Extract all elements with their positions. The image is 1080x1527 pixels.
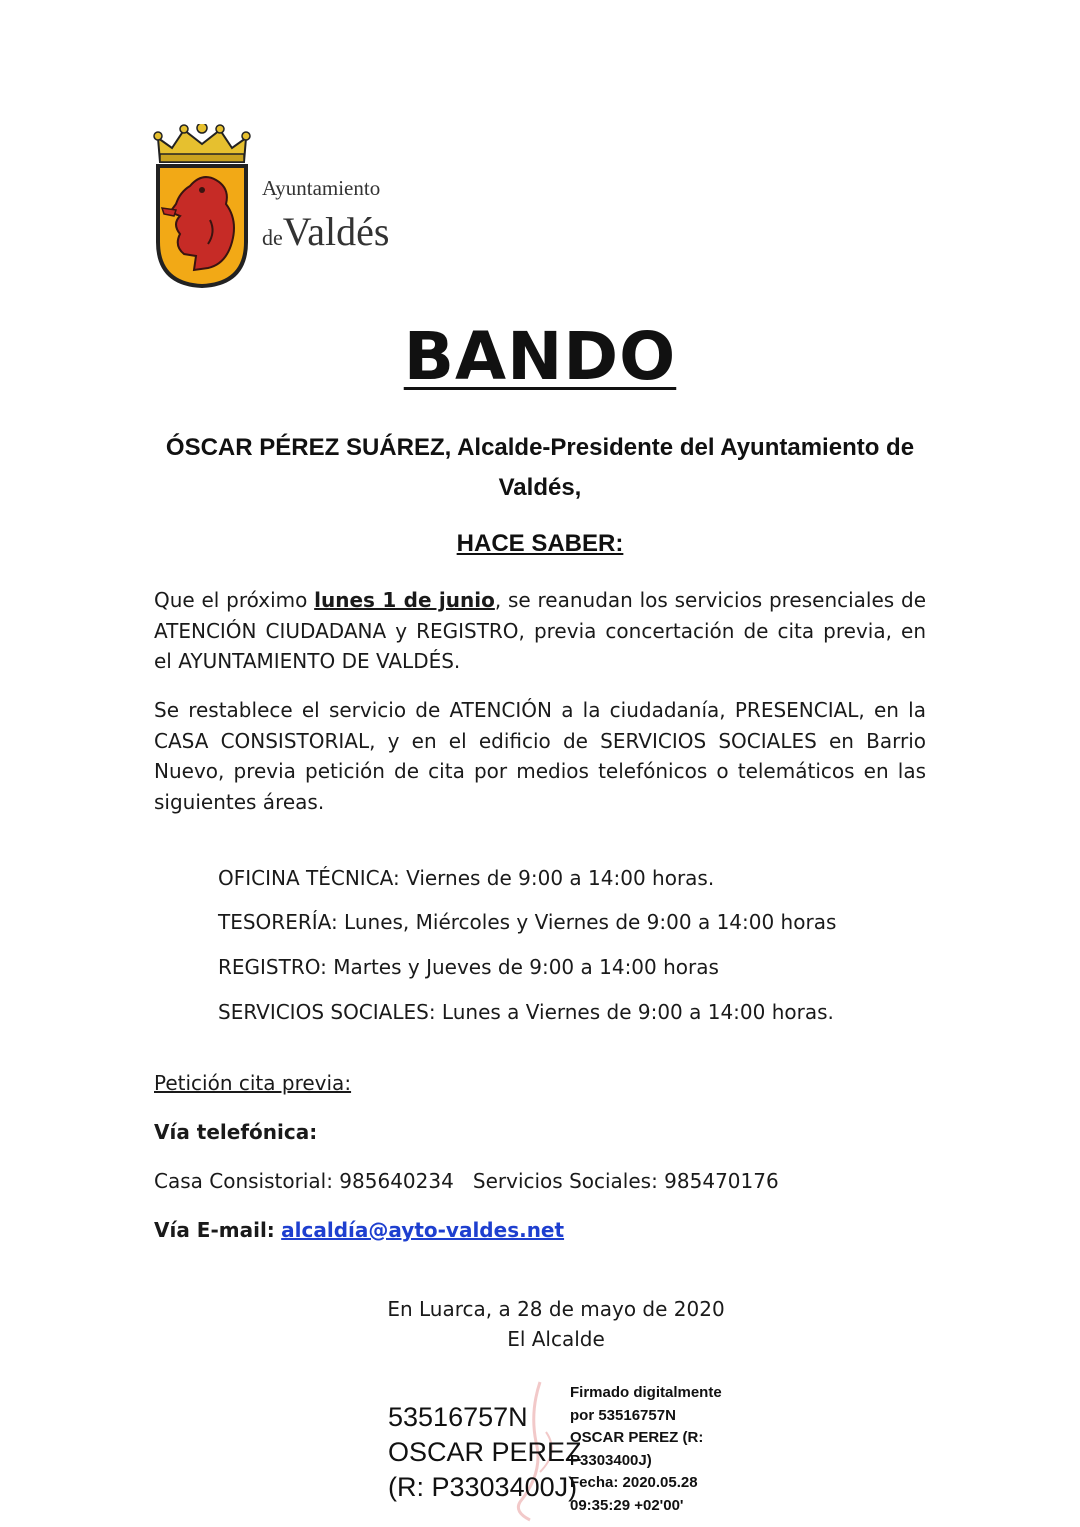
email-link[interactable]: alcaldía@ayto-valdes.net [281, 1218, 565, 1242]
logo-text-valdes [262, 208, 389, 255]
coat-of-arms-icon [150, 124, 255, 289]
mayor-heading: ÓSCAR PÉREZ SUÁREZ, Alcalde-Presidente del Ayuntamiento de Valdés, [165, 434, 915, 501]
via-email-row [154, 1218, 564, 1242]
signature-details: Firmado digitalmente por 53516757N OSCAR PEREZ (R: P3303400J) Fecha: 2020.05.28 09:35:29 +02'00' [570, 1384, 722, 1514]
hours-servicios-sociales: SERVICIOS SOCIALES: Lunes a Viernes de 9:00 a 14:00 horas. [218, 1000, 834, 1024]
municipal-logo [150, 124, 410, 294]
paragraph-reopening: Que el próximo lunes 1 de junio, se reanudan los servicios presenciales de ATENCIÓN CIUDADANA y REGISTRO, previa concertación de cita previa, en el AYUNTAMIENTO DE VALDÉS. [154, 588, 926, 673]
date-highlight: lunes 1 de junio [314, 588, 495, 612]
digital-signature [290, 1372, 750, 1527]
hours-tesoreria: TESORERÍA: Lunes, Miércoles y Viernes de 9:00 a 14:00 horas [218, 910, 837, 934]
via-email-label: Vía E-mail: [154, 1218, 275, 1242]
via-telefonica-label: Vía telefónica: [154, 1120, 318, 1144]
paragraph-service: Se restablece el servicio de ATENCIÓN a la ciudadanía, PRESENCIAL, en la CASA CONSISTORIAL, y en el edificio de SERVICIOS SOCIALES en Barrio Nuevo, previa petición de cita por medios telefónicos o telemáticos en las siguientes áreas. [154, 698, 926, 814]
phone-numbers: Casa Consistorial: 985640234 Servicios Sociales: 985470176 [154, 1169, 779, 1193]
logo-text-de: de [262, 225, 283, 250]
peticion-heading: Petición cita previa: [154, 1071, 352, 1095]
hace-saber-heading: HACE SABER: [456, 530, 624, 557]
hours-oficina-tecnica: OFICINA TÉCNICA: Viernes de 9:00 a 14:00 horas. [218, 866, 715, 890]
document-title: BANDO [403, 318, 677, 395]
logo-text-ayuntamiento: Ayuntamiento [262, 176, 381, 200]
hours-registro: REGISTRO: Martes y Jueves de 9:00 a 14:00 horas [218, 955, 719, 979]
signer-title: El Alcalde [507, 1327, 605, 1351]
logo-text-name: Valdés [282, 209, 390, 254]
signature-name: 53516757N OSCAR PEREZ (R: P3303400J) [388, 1402, 582, 1502]
place-and-date: En Luarca, a 28 de mayo de 2020 [387, 1297, 725, 1321]
